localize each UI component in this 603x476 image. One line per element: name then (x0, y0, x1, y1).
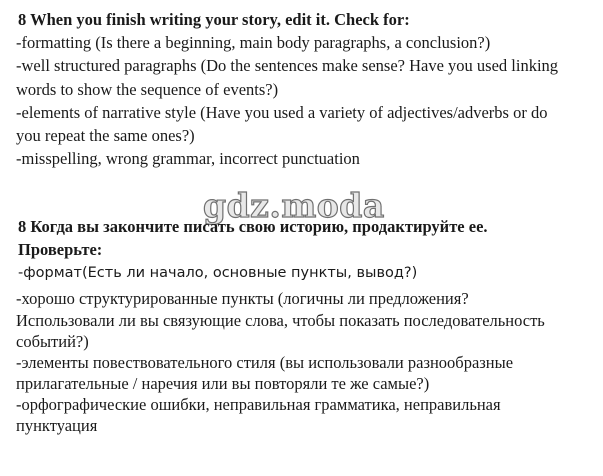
english-line: you repeat the same ones?) (16, 126, 195, 145)
russian-heading: 8 Когда вы закончите писать свою историю, продактируйте ее. (18, 217, 488, 236)
english-line: -elements of narrative style (Have you used a variety of adjectives/adverbs or do (16, 103, 548, 122)
english-line: words to show the sequence of events?) (16, 80, 279, 99)
english-heading: 8 When you finish writing your story, edit it. Check for: (18, 10, 410, 29)
watermark-logo: gdz.moda (203, 186, 385, 225)
english-line: -misspelling, wrong grammar, incorrect punctuation (16, 149, 360, 168)
russian-line: Использовали ли вы связующие слова, чтобы показать последовательность (16, 311, 545, 330)
russian-line: пунктуация (16, 416, 98, 435)
english-line: -well structured paragraphs (Do the sentences make sense? Have you used linking (16, 56, 559, 75)
russian-line: прилагательные / наречия или вы повторяли те же самые?) (16, 374, 430, 393)
russian-line: -элементы повествовательного стиля (вы использовали разнообразные (16, 353, 514, 372)
russian-format-line: -формат(Есть ли начало, основные пункты, вывод?) (18, 265, 418, 281)
russian-heading-check: Проверьте: (18, 240, 103, 259)
russian-line: -хорошо структурированные пункты (логичны ли предложения? (16, 289, 469, 308)
russian-line: -орфографические ошибки, неправильная грамматика, неправильная (16, 395, 501, 414)
russian-line: событий?) (16, 332, 89, 351)
english-line: -formatting (Is there a beginning, main body paragraphs, a conclusion?) (16, 33, 491, 52)
